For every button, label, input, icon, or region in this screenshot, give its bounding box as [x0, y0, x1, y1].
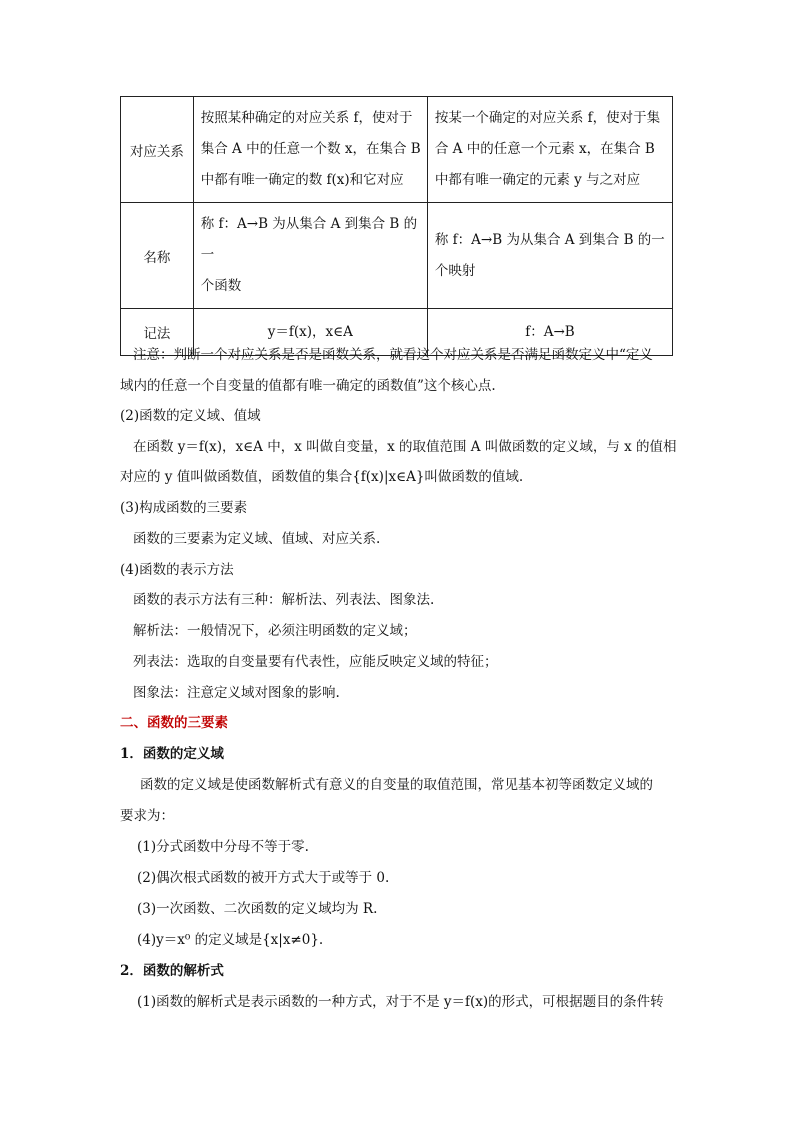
paragraph-line: 图象法：注意定义域对图象的影响. — [133, 685, 340, 701]
function-mapping-comparison-table — [120, 96, 673, 356]
mapping-cell — [427, 203, 672, 309]
list-item: (3)一次函数、二次函数的定义域均为 R. — [137, 901, 378, 917]
cell-line: 称 f：A→B 为从集合 A 到集合 B 的一 — [200, 216, 418, 263]
cell-line: 个函数 — [200, 278, 242, 294]
note-line: 域内的任意一个自变量的值都有唯一确定的函数值”这个核心点. — [120, 378, 496, 394]
list-item: (2)偶次根式函数的被开方式大于或等于 0. — [137, 870, 390, 886]
list-item: (4)y＝x⁰ 的定义域是{x|x≠0}. — [137, 932, 324, 948]
subsection-heading: 1．函数的定义域 — [120, 746, 224, 762]
table-row — [121, 97, 673, 203]
cell-line: 集合 A 中的任意一个数 x，在集合 B — [200, 141, 421, 157]
cell-line: y＝f(x)，x∈A — [267, 323, 353, 340]
function-cell — [193, 97, 427, 203]
cell-line: 按某一个确定的对应关系 f，使对于集 — [434, 110, 661, 126]
cell-line: 中都有唯一确定的元素 y 与之对应 — [434, 172, 641, 188]
subsection-heading: 2．函数的解析式 — [120, 963, 224, 979]
cell-line: 称 f：A→B 为从集合 A 到集合 B 的一 — [434, 231, 665, 248]
row-header: 对应关系 — [121, 97, 194, 203]
list-item: (1)分式函数中分母不等于零. — [137, 839, 309, 855]
paragraph-line: 在函数 y＝f(x)，x∈A 中，x 叫做自变量，x 的取值范围 A 叫做函数的定义域，与 x 的值相 — [133, 439, 677, 455]
cell-line: 个映射 — [434, 262, 476, 279]
paragraph-line: 解析法：一般情况下，必须注明函数的定义域； — [133, 623, 417, 639]
section-heading: (3)构成函数的三要素 — [120, 500, 248, 516]
note-line: 注意：判断一个对应关系是否是函数关系，就看这个对应关系是否满足函数定义中“定义 — [133, 347, 653, 363]
row-header: 记法 — [121, 309, 194, 356]
cell-line: 按照某种确定的对应关系 f，使对于 — [200, 110, 413, 126]
function-cell — [193, 203, 427, 309]
paragraph-line: 对应的 y 值叫做函数值，函数值的集合{f(x)|x∈A}叫做函数的值域. — [120, 469, 524, 485]
mapping-cell — [427, 97, 672, 203]
cell-line: 合 A 中的任意一个元素 x，在集合 B — [434, 141, 655, 157]
row-header: 名称 — [121, 203, 194, 309]
table-row — [121, 203, 673, 309]
paragraph-line: 要求为： — [120, 808, 174, 824]
chapter-heading: 二、函数的三要素 — [120, 715, 228, 731]
section-heading: (2)函数的定义域、值域 — [120, 408, 261, 424]
paragraph-line: 函数的三要素为定义域、值域、对应关系. — [133, 531, 381, 547]
paragraph-line: 列表法：选取的自变量要有代表性，应能反映定义域的特征； — [133, 654, 498, 670]
paragraph-line: (1)函数的解析式是表示函数的一种方式，对于不是 y＝f(x)的形式，可根据题目的条件转 — [137, 994, 664, 1010]
paragraph-line: 函数的表示方法有三种：解析法、列表法、图象法. — [133, 592, 435, 608]
cell-line: f：A→B — [525, 323, 575, 340]
paragraph-line: 函数的定义域是使函数解析式有意义的自变量的取值范围，常见基本初等函数定义域的 — [140, 777, 653, 793]
cell-line: 中都有唯一确定的数 f(x)和它对应 — [200, 172, 404, 188]
section-heading: (4)函数的表示方法 — [120, 562, 234, 578]
